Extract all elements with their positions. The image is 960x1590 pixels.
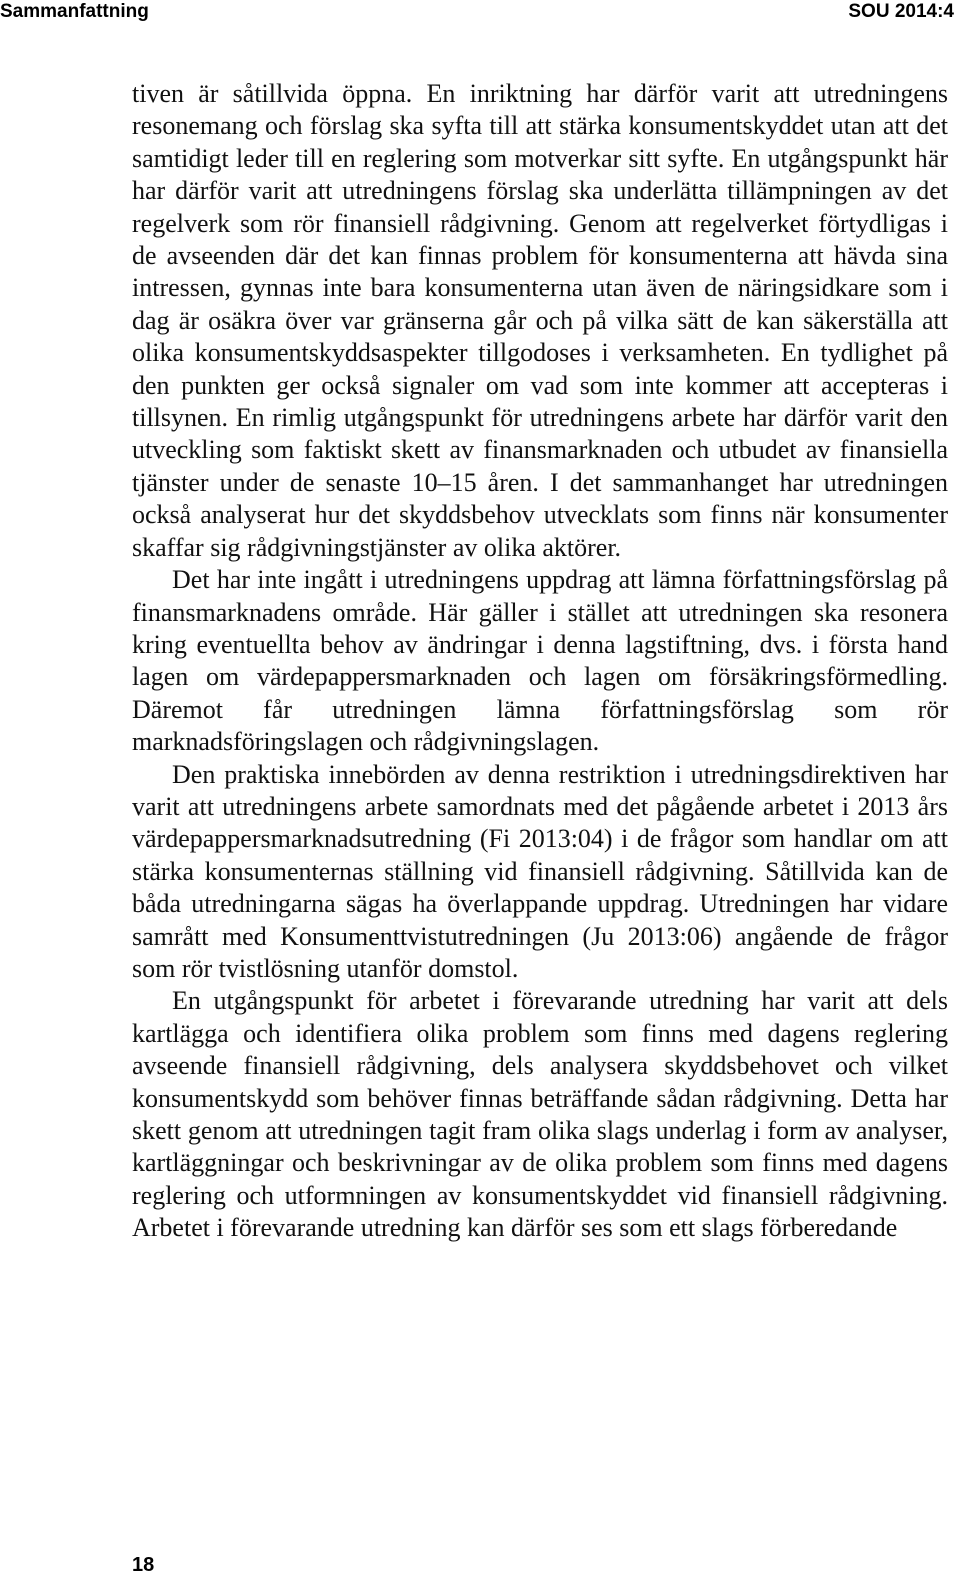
running-header [0, 0, 960, 30]
document-reference: SOU 2014:4 [848, 1, 954, 22]
paragraph: tiven är såtillvida öppna. En inriktning har därför varit att utredningens resonemang och förslag ska syfta till att stärka konsumentskyddet utan att det samtidigt leder till en reglering som motverkar sitt syfte. En utgångspunkt här har därför varit att utredningens förslag ska underlätta tillämpningen av det regelverk som rör finansiell rådgivning. Genom att regelverket förtydligas i de avseenden där det kan finnas problem för konsumenterna att hävda sina intressen, gynnas inte bara konsumenterna utan även de näringsidkare som i dag är osäkra över var gränserna går och på vilka sätt de kan säkerställa att olika konsumentskyddsaspekter tillgodoses i verksamheten. En tydlighet på den punkten ger också signaler om vad som inte kommer att accepteras i tillsynen. En rimlig utgångspunkt för utredningens arbete har därför varit den utveckling som faktiskt skett av finansmarknaden och utbudet av finansiella tjänster under de senaste 10–15 åren. I det sammanhanget har utredningen också analyserat hur det skyddsbehov utvecklats som finns när konsumenter skaffar sig rådgivningstjänster av olika aktörer. [132, 79, 948, 562]
section-title: Sammanfattning [0, 1, 149, 22]
paragraph: Det har inte ingått i utredningens uppdrag att lämna författningsförslag på finansmarknadens område. Här gäller i stället att utredningen ska resonera kring eventuellta behov av ändringar i denna lagstiftning, dvs. i första hand lagen om värdepappersmarknaden och lagen om försäkringsförmedling. Däremot får utredningen lämna författningsförslag som rör marknadsföringslagen och rådgivningslagen. [132, 565, 948, 757]
body-text [132, 78, 948, 1245]
paragraph: En utgångspunkt för arbetet i förevarande utredning har varit att dels kartlägga och identifiera olika problem som finns med dagens reglering avseende finansiell rådgivning, dels analysera skyddsbehovet och vilket konsumentskydd som behöver finnas beträffande sådan rådgivning. Detta har skett genom att utredningen tagit fram olika slags underlag i form av analyser, kartläggningar och beskrivningar av de olika problem som finns med dagens reglering och utformningen av konsumentskyddet vid finansiell rådgivning. Arbetet i förevarande utredning kan därför ses som ett slags förberedande [132, 986, 948, 1243]
page-number: 18 [132, 1554, 155, 1576]
paragraph: Den praktiska innebörden av denna restriktion i utredningsdirektiven har varit att utredningens arbete samordnats med det pågående arbetet i 2013 års värdepappersmarknadsutredning (Fi 2013:04) i de frågor som handlar om att stärka konsumenternas ställning vid finansiell rådgivning. Såtillvida kan de båda utredningarna sägas ha överlappande uppdrag. Utredningen har vidare samrått med Konsumenttvistutredningen (Ju 2013:06) angående de frågor som rör tvistlösning utanför domstol. [132, 759, 948, 983]
